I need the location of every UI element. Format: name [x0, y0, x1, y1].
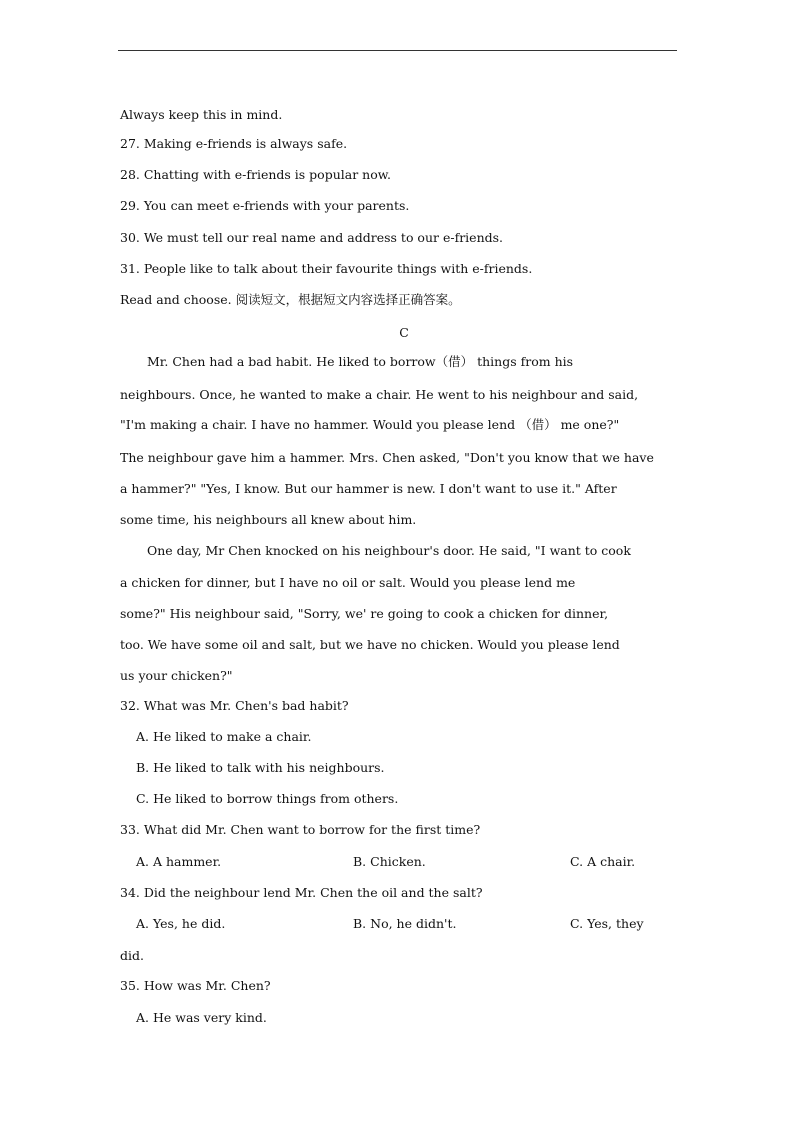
- question-33: 33. What did Mr. Chen want to borrow for the first time?: [120, 822, 481, 837]
- option-32-c: C. He liked to borrow things from others.: [136, 791, 399, 806]
- text-line: Always keep this in mind.: [120, 107, 283, 122]
- section-instruction: Read and choose. 阅读短文，根据短文内容选择正确答案。: [120, 292, 461, 307]
- passage-line: The neighbour gave him a hammer. Mrs. Chen asked, "Don't you know that we have: [120, 450, 654, 465]
- option-34-a: A. Yes, he did.: [136, 916, 226, 931]
- header-rule: [118, 50, 677, 51]
- question-35: 35. How was Mr. Chen?: [120, 978, 271, 993]
- option-34-c-continued: did.: [120, 948, 144, 963]
- statement-28: 28. Chatting with e-friends is popular now.: [120, 167, 391, 182]
- passage-line: too. We have some oil and salt, but we have no chicken. Would you please lend: [120, 637, 620, 652]
- section-label: C: [399, 325, 409, 340]
- statement-27: 27. Making e-friends is always safe.: [120, 136, 348, 151]
- option-33-b: B. Chicken.: [353, 854, 426, 869]
- passage-line: some?" His neighbour said, "Sorry, we' re going to cook a chicken for dinner,: [120, 606, 609, 621]
- passage-line: a chicken for dinner, but I have no oil or salt. Would you please lend me: [120, 575, 576, 590]
- question-32: 32. What was Mr. Chen's bad habit?: [120, 698, 349, 713]
- option-32-a: A. He liked to make a chair.: [136, 729, 312, 744]
- passage-line: us your chicken?": [120, 668, 233, 683]
- option-34-b: B. No, he didn't.: [353, 916, 457, 931]
- passage-line: Mr. Chen had a bad habit. He liked to borrow（借） things from his: [147, 354, 574, 369]
- option-33-c: C. A chair.: [570, 854, 636, 869]
- option-35-a: A. He was very kind.: [136, 1010, 267, 1025]
- option-34-c: C. Yes, they: [570, 916, 644, 931]
- statement-29: 29. You can meet e-friends with your parents.: [120, 198, 410, 213]
- passage-line: some time, his neighbours all knew about him.: [120, 512, 417, 527]
- passage-line: a hammer?" "Yes, I know. But our hammer is new. I don't want to use it." After: [120, 481, 617, 496]
- passage-line: "I'm making a chair. I have no hammer. Would you please lend （借） me one?": [120, 417, 620, 432]
- passage-line: neighbours. Once, he wanted to make a chair. He went to his neighbour and said,: [120, 387, 639, 402]
- option-32-b: B. He liked to talk with his neighbours.: [136, 760, 385, 775]
- question-34: 34. Did the neighbour lend Mr. Chen the oil and the salt?: [120, 885, 483, 900]
- option-33-a: A. A hammer.: [136, 854, 222, 869]
- statement-30: 30. We must tell our real name and address to our e-friends.: [120, 230, 504, 245]
- passage-line: One day, Mr Chen knocked on his neighbour's door. He said, "I want to cook: [147, 543, 631, 558]
- statement-31: 31. People like to talk about their favourite things with e-friends.: [120, 261, 533, 276]
